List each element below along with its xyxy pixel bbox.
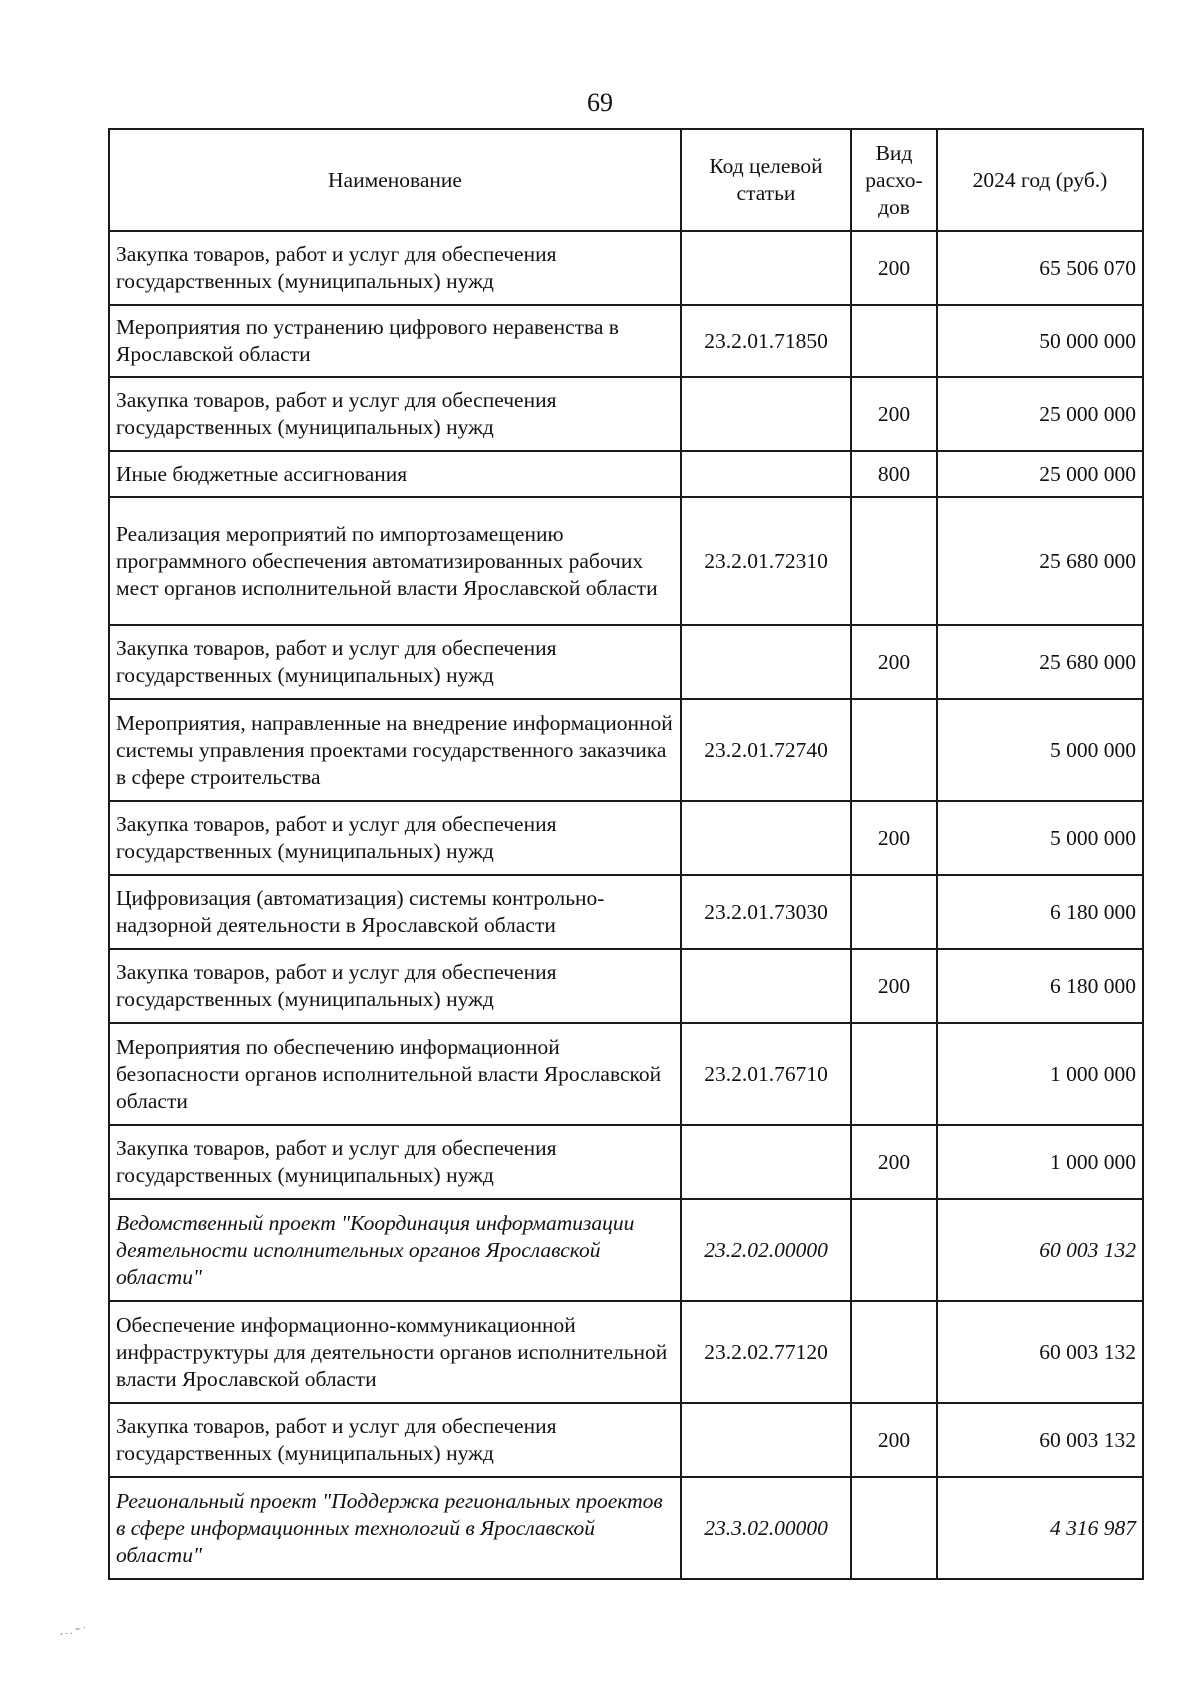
row-name-cell: Закупка товаров, работ и услуг для обеспечения государственных (муниципальных) нужд [109,377,681,451]
row-type-cell [851,1477,937,1579]
row-type-cell: 800 [851,451,937,497]
header-type: Вид расхо-дов [851,129,937,231]
row-name-cell: Закупка товаров, работ и услуг для обеспечения государственных (муниципальных) нужд [109,1403,681,1477]
row-code-cell: 23.2.02.00000 [681,1199,851,1301]
table-row [109,1199,1143,1301]
row-amount-cell: 60 003 132 [937,1199,1143,1301]
row-code-cell [681,949,851,1023]
row-name-cell: Мероприятия, направленные на внедрение информационной системы управления проектами государственного заказчика в сфере строительства [109,699,681,801]
row-amount-cell: 25 000 000 [937,377,1143,451]
row-amount-cell: 6 180 000 [937,949,1143,1023]
row-code-cell: 23.2.02.77120 [681,1301,851,1403]
row-code-cell [681,451,851,497]
row-type-cell [851,1023,937,1125]
row-type-cell: 200 [851,377,937,451]
row-type-cell: 200 [851,231,937,305]
row-type-cell: 200 [851,1125,937,1199]
row-code-cell [681,1125,851,1199]
row-code-cell [681,377,851,451]
row-type-cell: 200 [851,1403,937,1477]
header-name: Наименование [109,129,681,231]
row-amount-cell: 60 003 132 [937,1301,1143,1403]
row-code-cell: 23.2.01.73030 [681,875,851,949]
row-amount-cell: 5 000 000 [937,801,1143,875]
table-row [109,1023,1143,1125]
row-code-cell [681,801,851,875]
row-type-cell: 200 [851,801,937,875]
row-name-cell: Мероприятия по обеспечению информационной безопасности органов исполнительной власти Ярославской области [109,1023,681,1125]
row-name-cell: Обеспечение информационно-коммуникационной инфраструктуры для деятельности органов исполнительной власти Ярославской области [109,1301,681,1403]
row-type-cell [851,1199,937,1301]
row-amount-cell: 6 180 000 [937,875,1143,949]
row-amount-cell: 1 000 000 [937,1023,1143,1125]
table-row [109,497,1143,625]
table-row [109,1403,1143,1477]
row-name-cell: Региональный проект "Поддержка региональных проектов в сфере информационных технологий в Ярославской области" [109,1477,681,1579]
row-name-cell: Закупка товаров, работ и услуг для обеспечения государственных (муниципальных) нужд [109,949,681,1023]
row-amount-cell: 25 000 000 [937,451,1143,497]
page-number: 69 [587,88,613,117]
row-name-cell: Реализация мероприятий по импортозамещению программного обеспечения автоматизированных рабочих мест органов исполнительной власти Ярославской области [109,497,681,625]
row-type-cell [851,1301,937,1403]
table-row [109,625,1143,699]
row-code-cell [681,1403,851,1477]
row-type-cell [851,699,937,801]
row-type-cell: 200 [851,949,937,1023]
row-code-cell: 23.2.01.72310 [681,497,851,625]
row-name-cell: Закупка товаров, работ и услуг для обеспечения государственных (муниципальных) нужд [109,801,681,875]
row-name-cell: Закупка товаров, работ и услуг для обеспечения государственных (муниципальных) нужд [109,625,681,699]
table-row [109,801,1143,875]
row-name-cell: Закупка товаров, работ и услуг для обеспечения государственных (муниципальных) нужд [109,231,681,305]
row-type-cell [851,305,937,377]
row-name-cell: Закупка товаров, работ и услуг для обеспечения государственных (муниципальных) нужд [109,1125,681,1199]
row-code-cell [681,231,851,305]
table-row [109,875,1143,949]
table-row [109,377,1143,451]
table-row [109,305,1143,377]
row-code-cell: 23.2.01.76710 [681,1023,851,1125]
row-amount-cell: 5 000 000 [937,699,1143,801]
table-body [109,231,1143,1579]
row-name-cell: Цифровизация (автоматизация) системы контрольно-надзорной деятельности в Ярославской области [109,875,681,949]
table-row [109,1477,1143,1579]
header-amount: 2024 год (руб.) [937,129,1143,231]
row-type-cell: 200 [851,625,937,699]
row-code-cell [681,625,851,699]
row-code-cell: 23.2.01.71850 [681,305,851,377]
row-name-cell: Ведомственный проект "Координация информатизации деятельности исполнительных органов Ярославской области" [109,1199,681,1301]
row-code-cell: 23.3.02.00000 [681,1477,851,1579]
header-code: Код целевой статьи [681,129,851,231]
table-row [109,949,1143,1023]
table-row [109,451,1143,497]
table-row [109,699,1143,801]
scan-artifact: , . . ⁼ ˙ [60,1626,87,1637]
row-name-cell: Мероприятия по устранению цифрового неравенства в Ярославской области [109,305,681,377]
row-amount-cell: 25 680 000 [937,497,1143,625]
row-amount-cell: 65 506 070 [937,231,1143,305]
table-header-row [109,129,1143,231]
row-amount-cell: 4 316 987 [937,1477,1143,1579]
row-amount-cell: 25 680 000 [937,625,1143,699]
row-amount-cell: 1 000 000 [937,1125,1143,1199]
table-row [109,231,1143,305]
row-type-cell [851,875,937,949]
row-name-cell: Иные бюджетные ассигнования [109,451,681,497]
row-amount-cell: 60 003 132 [937,1403,1143,1477]
row-amount-cell: 50 000 000 [937,305,1143,377]
budget-table [108,128,1144,1580]
table-row [109,1125,1143,1199]
table-row [109,1301,1143,1403]
row-type-cell [851,497,937,625]
row-code-cell: 23.2.01.72740 [681,699,851,801]
